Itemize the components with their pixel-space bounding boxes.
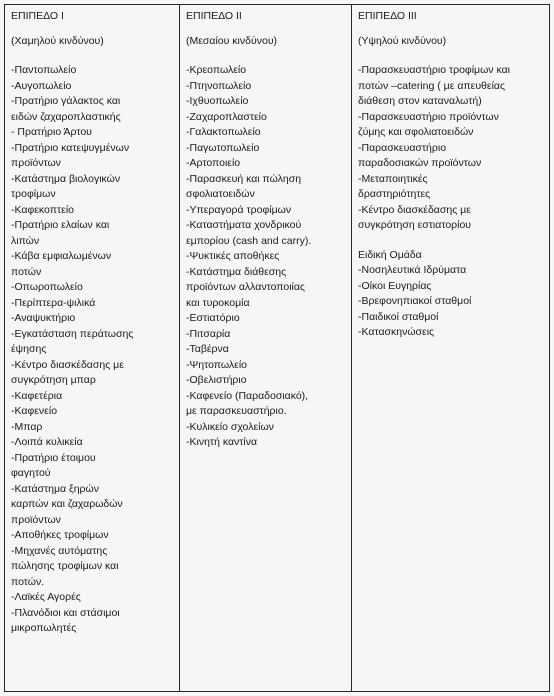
list-item [186,63,347,79]
list-item [11,125,175,141]
level-1-column [5,5,179,691]
list-item-line: -Μπαρ [11,420,43,433]
list-item-line: -Οπωροπωλείο [11,281,83,293]
list-item [186,141,347,157]
activity-list [11,63,175,637]
list-item [186,327,347,343]
list-item-line: προϊόντων [11,157,61,169]
list-item-line: -Πρατήριο κατεψυγμένων [11,141,130,154]
list-item-line: προϊόντων [11,513,61,526]
list-item-line: -Αποθήκες τροφίμων [11,529,109,541]
list-item [186,435,347,451]
list-item [11,389,175,405]
list-item-line: -Παρασκευή και πώληση [186,172,302,185]
list-item-line: -Κατάστημα διάθεσης [186,265,287,278]
list-item-line: -Πρατήριο γάλακτος και [11,95,121,107]
list-item-line: ζύμης και σφολιατοειδών [358,126,474,138]
level-3-column [351,5,549,691]
list-item-line: - Πρατήριο Άρτου [11,126,92,138]
list-item [358,263,545,279]
level-2-column [179,5,351,691]
list-item-line: -Εγκατάσταση περάτωσης [11,327,134,340]
list-item [186,94,347,110]
list-item-line: συγκρότηση εστιατορίου [358,219,472,231]
list-item-line: -Βρεφονηπιακοί σταθμοί [358,295,472,307]
list-item [11,141,175,172]
list-item [11,482,175,529]
list-item-line: -Κατασκηνώσεις [358,326,435,338]
list-item-line: -Κάβα εμφιαλωμένων [11,250,112,262]
list-item [186,110,347,126]
list-item [186,373,347,389]
list-item-line: -Κινητή καντίνα [186,436,258,448]
list-item [186,203,347,219]
list-item-line: -Παρασκευαστήριο [358,141,447,154]
special-group-list [358,263,545,341]
activity-list [186,63,347,451]
list-item-line: δραστηριότητες [358,188,431,200]
list-item [186,311,347,327]
list-item-line: -Νοσηλευτικά Ιδρύματα [358,264,467,276]
list-item-line: -Αυγοπωλείο [11,79,72,92]
list-item-line: ειδών ζαχαροπλαστικής [11,110,121,123]
list-item-line: προϊόντων αλλαντοποιίας [186,281,305,293]
list-item-line: -Λοιπά κυλικεία [11,436,83,448]
list-item [11,544,175,591]
list-item-line: -Κέντρο διασκέδασης με [11,358,124,371]
list-item [358,172,545,203]
activity-list [358,63,545,234]
list-item-line: -Περίπτερα-ψιλικά [11,296,96,309]
list-item-line: -Πρατήριο ελαίων και [11,219,110,231]
list-item [11,606,175,637]
list-item-line: -Πιτσαρία [186,327,231,340]
list-item [186,342,347,358]
list-item [358,294,545,310]
list-item-line: -Μηχανές αυτόματης [11,544,108,557]
list-item [11,528,175,544]
list-item [358,203,545,234]
list-item-line: -Αρτοποιείο [186,157,241,169]
list-item-line: διάθεση στον καταναλωτή) [358,95,482,107]
list-item-line: -Καταστήματα χονδρικού [186,219,302,231]
list-item-line: σφολιατοειδών [186,188,255,200]
list-item [11,404,175,420]
list-item-line: -Καφενείο [11,405,58,417]
list-item [358,279,545,295]
level-heading: ΕΠΙΠΕΔΟ ΙΙΙ [358,10,417,22]
list-item-line: ποτών. [11,575,45,588]
list-item-line: -Παιδικοί σταθμοί [358,310,439,323]
list-item-line: έψησης [11,343,47,355]
list-item-line: -Πλανόδιοι και στάσιμοι [11,606,120,619]
risk-label: (Υψηλού κινδύνου) [358,35,447,47]
list-item-line: -Παρασκευαστήριο τροφίμων και [358,64,510,76]
list-item [358,310,545,326]
list-item-line: -Παγωτοπωλείο [186,141,260,154]
list-item [186,218,347,249]
list-item-line: συγκρότηση μπαρ [11,374,96,386]
list-item [11,435,175,451]
list-item-line: -Λαϊκές Αγορές [11,591,81,603]
list-item [186,172,347,203]
list-item [11,203,175,219]
list-item-line: -Καφεκοπτείο [11,203,74,216]
list-item-line: -Κρεοπωλείο [186,64,247,76]
list-item [186,265,347,312]
list-item-line: -Πρατήριο έτοιμου [11,451,96,464]
list-item [11,249,175,280]
list-item [186,249,347,265]
list-item [186,125,347,141]
list-item-line: -Γαλακτοπωλείο [186,126,261,138]
list-item-line: -Κατάστημα βιολογικών [11,172,121,185]
list-item [11,280,175,296]
list-item [11,94,175,125]
list-item-line: -Εστιατόριο [186,312,240,324]
list-item-line: -Ζαχαροπλαστείο [186,110,267,123]
list-item-line: -Οίκοι Ευγηρίας [358,279,432,292]
list-item-line: -Παντοπωλείο [11,64,77,76]
list-item-line: μικροπωλητές [11,622,77,634]
list-item-line: και τυροκομία [186,296,250,309]
list-item [11,311,175,327]
list-item [358,141,545,172]
special-group-title: Ειδική Ομάδα [358,248,422,261]
list-item-line: -Οβελιστήριο [186,374,247,386]
list-item-line: -Αναψυκτήριο [11,312,76,324]
list-item [358,110,545,141]
list-item [11,79,175,95]
list-item [358,63,545,110]
list-item-line: πώλησης τροφίμων και [11,560,119,572]
list-item-line: με παρασκευαστήριο. [186,405,287,417]
list-item-line: λιπών [11,234,40,247]
list-item-line: τροφίμων [11,188,56,200]
risk-label: (Μεσαίου κινδύνου) [186,35,278,47]
list-item [11,63,175,79]
list-item [186,389,347,420]
list-item-line: -Πτηνοπωλείο [186,79,252,92]
list-item [11,420,175,436]
list-item [11,590,175,606]
list-item-line: -Ψυκτικές αποθήκες [186,250,280,262]
list-item [186,79,347,95]
list-item-line: εμπορίου (cash and carry). [186,234,312,247]
list-item-line: -Κατάστημα ξηρών [11,482,99,495]
list-item-line: φαγητού [11,467,51,479]
list-item-line: -Μεταποιητικές [358,172,428,185]
level-heading: ΕΠΙΠΕΔΟ ΙΙ [186,10,242,22]
list-item-line: -Κέντρο διασκέδασης με [358,203,471,216]
list-item-line: ποτών –catering ( με απευθείας [358,79,506,92]
list-item-line: -Καφετέρια [11,389,63,402]
list-item-line: ποτών [11,265,42,278]
list-item [11,296,175,312]
list-item-line: -Ψητοπωλείο [186,358,247,371]
list-item-line: -Υπεραγορά τροφίμων [186,203,292,216]
list-item [358,325,545,341]
list-item-line: -Ιχθυοπωλείο [186,95,249,107]
list-item [11,358,175,389]
list-item-line: καρπών και ζαχαρωδών [11,498,123,510]
list-item-line: -Κυλικείο σχολείων [186,420,274,433]
list-item-line: παραδοσιακών προϊόντων [358,157,482,169]
list-item [11,172,175,203]
risk-level-table [4,4,550,692]
list-item [11,327,175,358]
list-item [11,451,175,482]
list-item [186,358,347,374]
list-item [186,420,347,436]
risk-label: (Χαμηλού κινδύνου) [11,35,104,47]
list-item-line: -Ταβέρνα [186,343,229,355]
list-item [11,218,175,249]
list-item [186,156,347,172]
list-item-line: -Καφενείο (Παραδοσιακό), [186,389,309,402]
level-heading: ΕΠΙΠΕΔΟ Ι [11,10,64,22]
list-item-line: -Παρασκευαστήριο προϊόντων [358,110,499,123]
